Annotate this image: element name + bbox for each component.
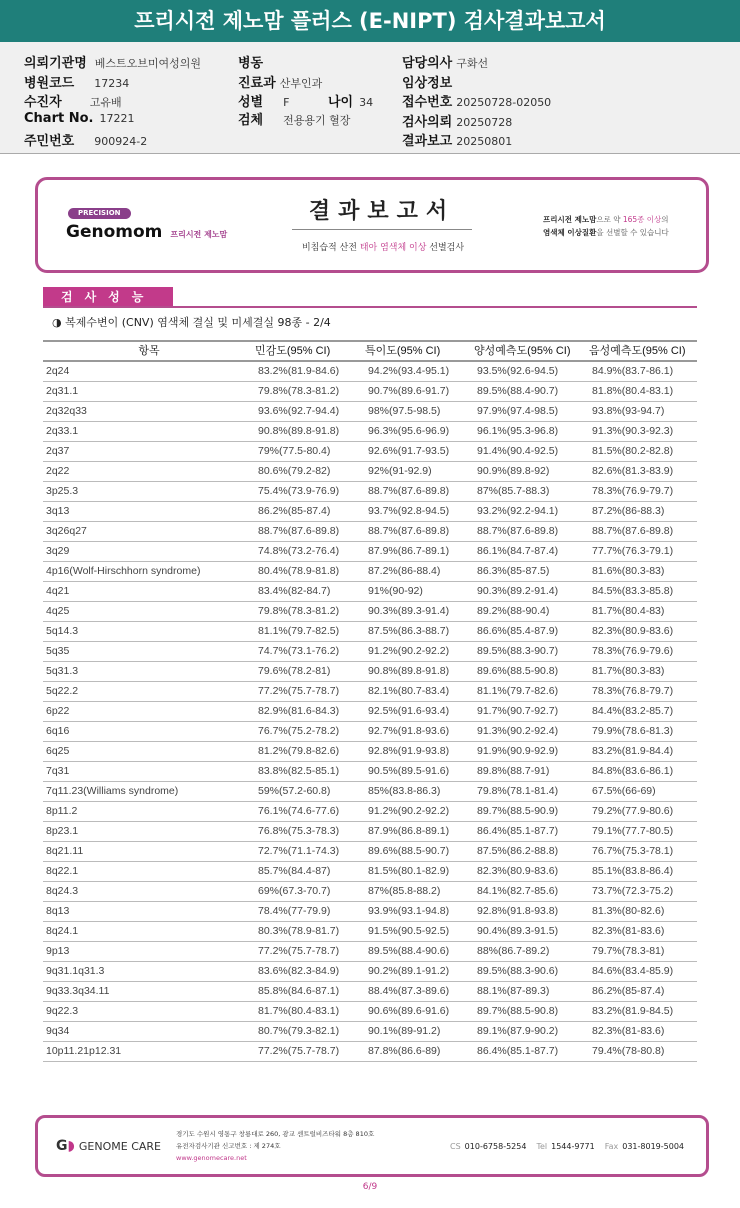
metric-cell: 79.8%(78.1-81.4) bbox=[474, 781, 589, 801]
metric-cell: 87%(85.8-88.2) bbox=[365, 881, 474, 901]
metric-cell: 97.9%(97.4-98.5) bbox=[474, 401, 589, 421]
metric-cell: 91.2%(90.2-92.2) bbox=[365, 801, 474, 821]
metric-cell: 90.9%(89.8-92) bbox=[474, 461, 589, 481]
table-row bbox=[43, 961, 697, 981]
table-row bbox=[43, 861, 697, 881]
item-cell: 2q32q33 bbox=[43, 401, 255, 421]
metric-cell: 82.6%(81.3-83.9) bbox=[589, 461, 697, 481]
metric-cell: 88.7%(87.6-89.8) bbox=[474, 521, 589, 541]
metric-cell: 83.8%(82.5-85.1) bbox=[255, 761, 365, 781]
item-cell: 10p11.21p12.31 bbox=[43, 1041, 255, 1061]
item-cell: 2q37 bbox=[43, 441, 255, 461]
metric-cell: 80.3%(78.9-81.7) bbox=[255, 921, 365, 941]
metric-cell: 80.4%(78.9-81.8) bbox=[255, 561, 365, 581]
metric-cell: 79.9%(78.6-81.3) bbox=[589, 721, 697, 741]
request-date-field: 검사의뢰 20250728 bbox=[402, 115, 513, 130]
item-cell: 3q26q27 bbox=[43, 521, 255, 541]
metric-cell: 79.2%(77.9-80.6) bbox=[589, 801, 697, 821]
metric-cell: 84.4%(83.2-85.7) bbox=[589, 701, 697, 721]
metric-cell: 84.5%(83.3-85.8) bbox=[589, 581, 697, 601]
metric-cell: 77.2%(75.7-78.7) bbox=[255, 941, 365, 961]
resident-no-field: 주민번호 900924-2 bbox=[24, 134, 148, 149]
website-link[interactable]: www.genomecare.net bbox=[176, 1154, 247, 1162]
performance-table bbox=[43, 340, 697, 1062]
cs-contact: CS 010-6758-5254 bbox=[450, 1142, 527, 1151]
clinical-info-field: 임상정보 bbox=[402, 76, 453, 91]
metric-cell: 87.2%(86-88.4) bbox=[365, 561, 474, 581]
item-cell: 5q22.2 bbox=[43, 681, 255, 701]
metric-cell: 89.7%(88.5-90.8) bbox=[474, 1001, 589, 1021]
table-row bbox=[43, 521, 697, 541]
metric-cell: 87.5%(86.3-88.7) bbox=[365, 621, 474, 641]
table-row bbox=[43, 581, 697, 601]
age-field: 나이 34 bbox=[328, 95, 374, 110]
footer bbox=[35, 1115, 709, 1177]
metric-cell: 79%(77.5-80.4) bbox=[255, 441, 365, 461]
report-date-field: 결과보고 20250801 bbox=[402, 134, 513, 149]
metric-cell: 83.6%(82.3-84.9) bbox=[255, 961, 365, 981]
metric-cell: 82.9%(81.6-84.3) bbox=[255, 701, 365, 721]
metric-cell: 81.1%(79.7-82.6) bbox=[474, 681, 589, 701]
department-field: 진료과 산부인과 bbox=[238, 76, 323, 91]
precision-badge: PRECISION bbox=[68, 208, 131, 219]
metric-cell: 91.7%(90.7-92.7) bbox=[474, 701, 589, 721]
table-row bbox=[43, 841, 697, 861]
item-cell: 9p13 bbox=[43, 941, 255, 961]
metric-cell: 88.4%(87.3-89.6) bbox=[365, 981, 474, 1001]
column-header: 민감도(95% CI) bbox=[255, 341, 365, 361]
item-cell: 9q31.1q31.3 bbox=[43, 961, 255, 981]
metric-cell: 77.2%(75.7-78.7) bbox=[255, 681, 365, 701]
table-row bbox=[43, 781, 697, 801]
metric-cell: 84.8%(83.6-86.1) bbox=[589, 761, 697, 781]
metric-cell: 81.7%(80.4-83.1) bbox=[255, 1001, 365, 1021]
item-cell: 7q31 bbox=[43, 761, 255, 781]
column-header: 특이도(95% CI) bbox=[365, 341, 474, 361]
metric-cell: 91.2%(90.2-92.2) bbox=[365, 641, 474, 661]
genome-care-logo: G◗ GENOME CARE bbox=[56, 1138, 161, 1154]
metric-cell: 83.2%(81.9-84.6) bbox=[255, 361, 365, 381]
sex-field: 성별 F bbox=[238, 95, 290, 110]
table-row bbox=[43, 1041, 697, 1061]
metric-cell: 93.8%(93-94.7) bbox=[589, 401, 697, 421]
metric-cell: 88.1%(87-89.3) bbox=[474, 981, 589, 1001]
item-cell: 3q13 bbox=[43, 501, 255, 521]
metric-cell: 91.5%(90.5-92.5) bbox=[365, 921, 474, 941]
metric-cell: 91.4%(90.4-92.5) bbox=[474, 441, 589, 461]
metric-cell: 86.6%(85.4-87.9) bbox=[474, 621, 589, 641]
report-banner bbox=[35, 177, 709, 273]
metric-cell: 76.7%(75.3-78.1) bbox=[589, 841, 697, 861]
metric-cell: 84.6%(83.4-85.9) bbox=[589, 961, 697, 981]
item-cell: 8q13 bbox=[43, 901, 255, 921]
metric-cell: 81.7%(80.3-83) bbox=[589, 661, 697, 681]
item-cell: 6q16 bbox=[43, 721, 255, 741]
metric-cell: 79.8%(78.3-81.2) bbox=[255, 601, 365, 621]
metric-cell: 77.7%(76.3-79.1) bbox=[589, 541, 697, 561]
column-header: 음성예측도(95% CI) bbox=[589, 341, 697, 361]
metric-cell: 89.6%(88.5-90.8) bbox=[474, 661, 589, 681]
metric-cell: 81.5%(80.1-82.9) bbox=[365, 861, 474, 881]
metric-cell: 90.7%(89.6-91.7) bbox=[365, 381, 474, 401]
table-row bbox=[43, 1021, 697, 1041]
metric-cell: 78.3%(76.9-79.7) bbox=[589, 481, 697, 501]
metric-cell: 81.7%(80.4-83) bbox=[589, 601, 697, 621]
metric-cell: 88.7%(87.6-89.8) bbox=[255, 521, 365, 541]
metric-cell: 93.5%(92.6-94.5) bbox=[474, 361, 589, 381]
metric-cell: 90.3%(89.2-91.4) bbox=[474, 581, 589, 601]
metric-cell: 85.7%(84.4-87) bbox=[255, 861, 365, 881]
item-cell: 8p23.1 bbox=[43, 821, 255, 841]
metric-cell: 80.6%(79.2-82) bbox=[255, 461, 365, 481]
metric-cell: 88.7%(87.6-89.8) bbox=[365, 521, 474, 541]
metric-cell: 89.1%(87.9-90.2) bbox=[474, 1021, 589, 1041]
banner-note: 프리시전 제노맘으로 약 165종 이상의 염색체 이상질환을 선별할 수 있습니다 bbox=[543, 215, 669, 237]
metric-cell: 91%(90-92) bbox=[365, 581, 474, 601]
metric-cell: 79.8%(78.3-81.2) bbox=[255, 381, 365, 401]
fax-contact: Fax 031-8019-5004 bbox=[604, 1142, 684, 1151]
metric-cell: 87.5%(86.2-88.8) bbox=[474, 841, 589, 861]
metric-cell: 86.2%(85-87.4) bbox=[255, 501, 365, 521]
metric-cell: 98%(97.5-98.5) bbox=[365, 401, 474, 421]
metric-cell: 86.4%(85.1-87.7) bbox=[474, 1041, 589, 1061]
receipt-no-field: 접수번호 20250728-02050 bbox=[402, 95, 552, 110]
item-cell: 4p16(Wolf-Hirschhorn syndrome) bbox=[43, 561, 255, 581]
metric-cell: 80.7%(79.3-82.1) bbox=[255, 1021, 365, 1041]
metric-cell: 90.6%(89.6-91.6) bbox=[365, 1001, 474, 1021]
metric-cell: 84.1%(82.7-85.6) bbox=[474, 881, 589, 901]
metric-cell: 87.9%(86.8-89.1) bbox=[365, 821, 474, 841]
metric-cell: 91.3%(90.3-92.3) bbox=[589, 421, 697, 441]
metric-cell: 77.2%(75.7-78.7) bbox=[255, 1041, 365, 1061]
metric-cell: 81.6%(80.3-83) bbox=[589, 561, 697, 581]
table-row bbox=[43, 701, 697, 721]
metric-cell: 89.5%(88.3-90.7) bbox=[474, 641, 589, 661]
item-cell: 9q33.3q34.11 bbox=[43, 981, 255, 1001]
metric-cell: 86.2%(85-87.4) bbox=[589, 981, 697, 1001]
metric-cell: 91.9%(90.9-92.9) bbox=[474, 741, 589, 761]
metric-cell: 87.8%(86.6-89) bbox=[365, 1041, 474, 1061]
item-cell: 4q21 bbox=[43, 581, 255, 601]
metric-cell: 86.1%(84.7-87.4) bbox=[474, 541, 589, 561]
metric-cell: 94.2%(93.4-95.1) bbox=[365, 361, 474, 381]
metric-cell: 87%(85.7-88.3) bbox=[474, 481, 589, 501]
item-cell: 8p11.2 bbox=[43, 801, 255, 821]
metric-cell: 89.8%(88.7-91) bbox=[474, 761, 589, 781]
table-row bbox=[43, 881, 697, 901]
metric-cell: 83.2%(81.9-84.4) bbox=[589, 741, 697, 761]
metric-cell: 69%(67.3-70.7) bbox=[255, 881, 365, 901]
report-title: 프리시전 제노맘 플러스 (E-NIPT) 검사결과보고서 bbox=[0, 0, 740, 42]
metric-cell: 92.8%(91.9-93.8) bbox=[365, 741, 474, 761]
item-cell: 4q25 bbox=[43, 601, 255, 621]
table-row bbox=[43, 481, 697, 501]
table-row bbox=[43, 401, 697, 421]
ward-field: 병동 bbox=[238, 56, 264, 71]
table-header-row bbox=[43, 341, 697, 361]
item-cell: 6q25 bbox=[43, 741, 255, 761]
metric-cell: 89.2%(88-90.4) bbox=[474, 601, 589, 621]
item-cell: 8q21.11 bbox=[43, 841, 255, 861]
table-row bbox=[43, 621, 697, 641]
banner-title: 결과보고서 bbox=[292, 198, 472, 230]
metric-cell: 93.2%(92.2-94.1) bbox=[474, 501, 589, 521]
metric-cell: 88.7%(87.6-89.8) bbox=[365, 481, 474, 501]
item-cell: 9q34 bbox=[43, 1021, 255, 1041]
banner-subtitle: 비침습적 산전 태아 염색체 이상 선별검사 bbox=[301, 243, 465, 253]
metric-cell: 82.3%(80.9-83.6) bbox=[474, 861, 589, 881]
item-cell: 9q22.3 bbox=[43, 1001, 255, 1021]
metric-cell: 90.3%(89.3-91.4) bbox=[365, 601, 474, 621]
page-number: 6/9 bbox=[362, 1182, 378, 1192]
table-row bbox=[43, 461, 697, 481]
column-header: 양성예측도(95% CI) bbox=[474, 341, 589, 361]
metric-cell: 89.5%(88.4-90.6) bbox=[365, 941, 474, 961]
tel-contact: Tel 1544-9771 bbox=[536, 1142, 595, 1151]
institution-field: 의뢰기관명 베스트오브미여성의원 bbox=[24, 56, 202, 71]
item-cell: 5q14.3 bbox=[43, 621, 255, 641]
table-row bbox=[43, 721, 697, 741]
metric-cell: 88%(86.7-89.2) bbox=[474, 941, 589, 961]
metric-cell: 67.5%(66-69) bbox=[589, 781, 697, 801]
metric-cell: 79.7%(78.3-81) bbox=[589, 941, 697, 961]
table-row bbox=[43, 661, 697, 681]
footer-contacts bbox=[450, 1142, 684, 1151]
metric-cell: 78.3%(76.9-79.6) bbox=[589, 641, 697, 661]
metric-cell: 73.7%(72.3-75.2) bbox=[589, 881, 697, 901]
metric-cell: 81.2%(79.8-82.6) bbox=[255, 741, 365, 761]
table-row bbox=[43, 801, 697, 821]
table-row bbox=[43, 561, 697, 581]
table-row bbox=[43, 941, 697, 961]
table-row bbox=[43, 601, 697, 621]
metric-cell: 92.8%(91.8-93.8) bbox=[474, 901, 589, 921]
metric-cell: 76.7%(75.2-78.2) bbox=[255, 721, 365, 741]
item-cell: 2q33.1 bbox=[43, 421, 255, 441]
metric-cell: 88.7%(87.6-89.8) bbox=[589, 521, 697, 541]
table-row bbox=[43, 361, 697, 381]
metric-cell: 76.8%(75.3-78.3) bbox=[255, 821, 365, 841]
metric-cell: 90.5%(89.5-91.6) bbox=[365, 761, 474, 781]
patient-info-panel bbox=[0, 42, 740, 154]
metric-cell: 93.6%(92.7-94.4) bbox=[255, 401, 365, 421]
metric-cell: 91.3%(90.2-92.4) bbox=[474, 721, 589, 741]
item-cell: 3q29 bbox=[43, 541, 255, 561]
metric-cell: 90.8%(89.8-91.8) bbox=[255, 421, 365, 441]
metric-cell: 74.8%(73.2-76.4) bbox=[255, 541, 365, 561]
metric-cell: 86.4%(85.1-87.7) bbox=[474, 821, 589, 841]
metric-cell: 87.9%(86.7-89.1) bbox=[365, 541, 474, 561]
metric-cell: 89.7%(88.5-90.9) bbox=[474, 801, 589, 821]
metric-cell: 86.3%(85-87.5) bbox=[474, 561, 589, 581]
table-row bbox=[43, 501, 697, 521]
metric-cell: 82.3%(80.9-83.6) bbox=[589, 621, 697, 641]
metric-cell: 93.9%(93.1-94.8) bbox=[365, 901, 474, 921]
item-cell: 6p22 bbox=[43, 701, 255, 721]
footer-address: 경기도 수원시 영통구 창룡대로 260, 광교 센트럴비즈타워 8층 810호 유전자검사기관 신고번호 : 제 274호 www.genomecare.net bbox=[176, 1130, 375, 1162]
metric-cell: 81.1%(79.7-82.5) bbox=[255, 621, 365, 641]
table-row bbox=[43, 541, 697, 561]
table-row bbox=[43, 921, 697, 941]
table-row bbox=[43, 1001, 697, 1021]
metric-cell: 89.5%(88.4-90.7) bbox=[474, 381, 589, 401]
item-cell: 8q22.1 bbox=[43, 861, 255, 881]
metric-cell: 79.4%(78-80.8) bbox=[589, 1041, 697, 1061]
metric-cell: 81.5%(80.2-82.8) bbox=[589, 441, 697, 461]
metric-cell: 92%(91-92.9) bbox=[365, 461, 474, 481]
metric-cell: 79.6%(78.2-81) bbox=[255, 661, 365, 681]
metric-cell: 83.2%(81.9-84.5) bbox=[589, 1001, 697, 1021]
metric-cell: 85.1%(83.8-86.4) bbox=[589, 861, 697, 881]
metric-cell: 90.1%(89-91.2) bbox=[365, 1021, 474, 1041]
item-cell: 8q24.1 bbox=[43, 921, 255, 941]
metric-cell: 59%(57.2-60.8) bbox=[255, 781, 365, 801]
metric-cell: 90.2%(89.1-91.2) bbox=[365, 961, 474, 981]
column-header: 항목 bbox=[43, 341, 255, 361]
metric-cell: 85%(83.8-86.3) bbox=[365, 781, 474, 801]
metric-cell: 96.3%(95.6-96.9) bbox=[365, 421, 474, 441]
table-row bbox=[43, 821, 697, 841]
table-row bbox=[43, 441, 697, 461]
patient-field: 수진자 고유배 bbox=[24, 95, 122, 110]
metric-cell: 74.7%(73.1-76.2) bbox=[255, 641, 365, 661]
metric-cell: 78.4%(77-79.9) bbox=[255, 901, 365, 921]
table-row bbox=[43, 981, 697, 1001]
item-cell: 8q24.3 bbox=[43, 881, 255, 901]
metric-cell: 72.7%(71.1-74.3) bbox=[255, 841, 365, 861]
metric-cell: 90.4%(89.3-91.5) bbox=[474, 921, 589, 941]
metric-cell: 92.5%(91.6-93.4) bbox=[365, 701, 474, 721]
metric-cell: 92.6%(91.7-93.5) bbox=[365, 441, 474, 461]
item-cell: 7q11.23(Williams syndrome) bbox=[43, 781, 255, 801]
genomom-logo: Genomom 프리시전 제노맘 bbox=[66, 222, 228, 242]
section-title: 검사성능 bbox=[43, 287, 173, 307]
metric-cell: 83.4%(82-84.7) bbox=[255, 581, 365, 601]
item-cell: 2q31.1 bbox=[43, 381, 255, 401]
table-row bbox=[43, 381, 697, 401]
metric-cell: 81.3%(80-82.6) bbox=[589, 901, 697, 921]
metric-cell: 78.3%(76.8-79.7) bbox=[589, 681, 697, 701]
table-row bbox=[43, 421, 697, 441]
genome-care-logo-icon: G◗ bbox=[56, 1138, 75, 1154]
table-row bbox=[43, 901, 697, 921]
item-cell: 3p25.3 bbox=[43, 481, 255, 501]
metric-cell: 82.3%(81-83.6) bbox=[589, 1021, 697, 1041]
item-cell: 5q35 bbox=[43, 641, 255, 661]
table-row bbox=[43, 681, 697, 701]
metric-cell: 79.1%(77.7-80.5) bbox=[589, 821, 697, 841]
section-subtitle: ◑ 복제수변이 (CNV) 염색체 결실 및 미세결실 98종 - 2/4 bbox=[52, 316, 331, 329]
metric-cell: 87.2%(86-88.3) bbox=[589, 501, 697, 521]
metric-cell: 84.9%(83.7-86.1) bbox=[589, 361, 697, 381]
metric-cell: 96.1%(95.3-96.8) bbox=[474, 421, 589, 441]
hospital-code-field: 병원코드 17234 bbox=[24, 76, 130, 91]
metric-cell: 93.7%(92.8-94.5) bbox=[365, 501, 474, 521]
specimen-field: 검체 전용용기 혈장 bbox=[238, 113, 351, 128]
doctor-field: 담당의사 구화선 bbox=[402, 56, 489, 71]
item-cell: 5q31.3 bbox=[43, 661, 255, 681]
item-cell: 2q24 bbox=[43, 361, 255, 381]
table-row bbox=[43, 761, 697, 781]
metric-cell: 82.1%(80.7-83.4) bbox=[365, 681, 474, 701]
metric-cell: 81.8%(80.4-83.1) bbox=[589, 381, 697, 401]
metric-cell: 82.3%(81-83.6) bbox=[589, 921, 697, 941]
metric-cell: 85.8%(84.6-87.1) bbox=[255, 981, 365, 1001]
section-divider bbox=[43, 306, 697, 308]
item-cell: 2q22 bbox=[43, 461, 255, 481]
metric-cell: 89.5%(88.3-90.6) bbox=[474, 961, 589, 981]
table-row bbox=[43, 641, 697, 661]
metric-cell: 76.1%(74.6-77.6) bbox=[255, 801, 365, 821]
metric-cell: 75.4%(73.9-76.9) bbox=[255, 481, 365, 501]
metric-cell: 89.6%(88.5-90.7) bbox=[365, 841, 474, 861]
metric-cell: 92.7%(91.8-93.6) bbox=[365, 721, 474, 741]
chart-no-field: Chart No. 17221 bbox=[24, 111, 135, 126]
metric-cell: 90.8%(89.8-91.8) bbox=[365, 661, 474, 681]
table-row bbox=[43, 741, 697, 761]
